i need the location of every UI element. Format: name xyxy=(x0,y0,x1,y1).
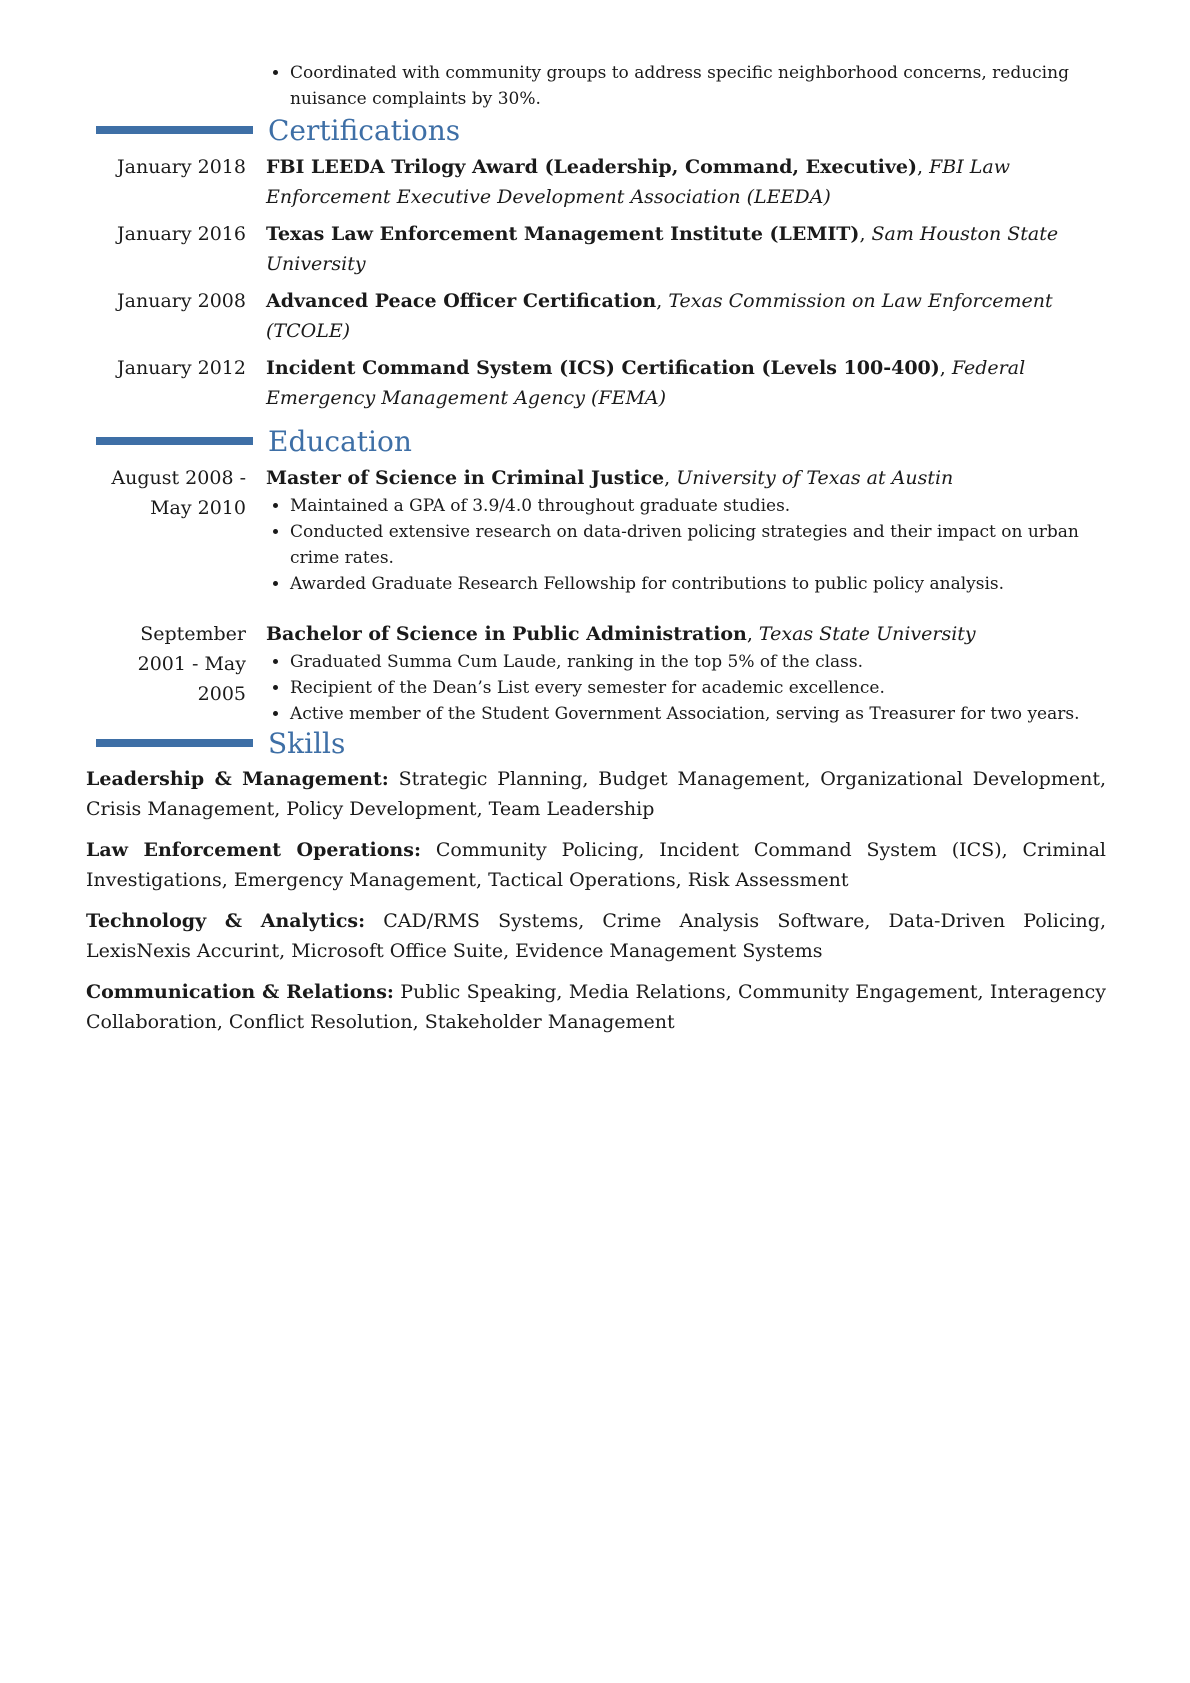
certifications-header xyxy=(96,110,460,150)
entry-date: January 2018 xyxy=(117,156,246,178)
certification-issuer: Federal Emergency Management Agency (FEMA) xyxy=(266,357,1026,409)
list-item: • Coordinated with community groups to address specific neighborhood concerns, reducing nuisance complaints by 30%. xyxy=(290,60,1120,112)
entry-body xyxy=(266,619,1106,727)
certification-entry xyxy=(96,286,1106,346)
entry-date: August 2008 - May 2010 xyxy=(111,467,246,519)
skill-category: Technology & Analytics: xyxy=(86,910,366,932)
entry-date: January 2016 xyxy=(117,223,246,245)
certification-name: Texas Law Enforcement Management Institute (LEMIT) xyxy=(266,223,860,245)
section-accent-bar xyxy=(96,739,253,747)
separator: , xyxy=(859,223,872,245)
education-header xyxy=(96,421,412,461)
separator: , xyxy=(939,357,952,379)
skill-group xyxy=(86,906,1106,966)
list-item: • Recipient of the Dean’s List every semester for academic excellence. xyxy=(290,675,1106,701)
certification-name: FBI LEEDA Trilogy Award (Leadership, Command, Executive) xyxy=(266,156,917,178)
certification-issuer: FBI Law Enforcement Executive Development Association (LEEDA) xyxy=(266,156,1010,208)
certification-entry xyxy=(96,152,1106,212)
list-item: • Awarded Graduate Research Fellowship for contributions to public policy analysis. xyxy=(290,571,1106,597)
skill-category: Communication & Relations: xyxy=(86,981,394,1003)
degree-name: Bachelor of Science in Public Administration xyxy=(266,623,747,645)
entry-date: September 2001 - May 2005 xyxy=(137,623,246,705)
list-item: • Maintained a GPA of 3.9/4.0 throughout graduate studies. xyxy=(290,493,1106,519)
section-title-skills: Skills xyxy=(268,726,346,760)
section-title-certifications: Certifications xyxy=(268,113,461,147)
entry-body xyxy=(266,463,1106,597)
previous-section-bullets xyxy=(268,60,1120,112)
education-entry xyxy=(96,619,1106,727)
certification-issuer: Sam Houston State University xyxy=(266,223,1059,275)
education-bullets xyxy=(266,493,1106,597)
entry-body xyxy=(266,219,1106,279)
separator: , xyxy=(916,156,930,178)
skill-group xyxy=(86,835,1106,895)
certification-entry xyxy=(96,219,1106,279)
skill-list: Community Policing, Incident Command System (ICS), Criminal Investigations, Emergency Management, Tactical Operations, Risk Assessment xyxy=(86,839,1106,891)
certification-entry xyxy=(96,353,1106,413)
list-item: • Active member of the Student Government Association, serving as Treasurer for two years. xyxy=(290,701,1106,727)
skill-list: Public Speaking, Media Relations, Community Engagement, Interagency Collaboration, Conflict Resolution, Stakeholder Management xyxy=(86,981,1106,1033)
skill-group xyxy=(86,977,1106,1037)
section-title-education: Education xyxy=(268,424,412,458)
entry-body xyxy=(266,152,1106,212)
entry-date: January 2012 xyxy=(117,357,246,379)
skill-category: Law Enforcement Operations: xyxy=(86,839,421,861)
school-name: Texas State University xyxy=(758,623,976,645)
degree-name: Master of Science in Criminal Justice xyxy=(266,467,665,489)
separator: , xyxy=(746,623,759,645)
certification-name: Incident Command System (ICS) Certification (Levels 100-400) xyxy=(266,357,940,379)
school-name: University of Texas at Austin xyxy=(676,467,954,489)
skills-header xyxy=(96,723,345,763)
entry-body xyxy=(266,353,1106,413)
education-bullets xyxy=(266,649,1106,727)
certification-name: Advanced Peace Officer Certification xyxy=(266,290,657,312)
skill-list: Strategic Planning, Budget Management, Organizational Development, Crisis Management, Policy Development, Team Leadership xyxy=(86,768,1106,820)
skill-list: CAD/RMS Systems, Crime Analysis Software, Data-Driven Policing, LexisNexis Accurint, Microsoft Office Suite, Evidence Management Systems xyxy=(86,910,1106,962)
separator: , xyxy=(656,290,669,312)
entry-body xyxy=(266,286,1106,346)
section-accent-bar xyxy=(96,437,253,445)
section-accent-bar xyxy=(96,126,253,134)
skill-category: Leadership & Management: xyxy=(86,768,389,790)
skill-group xyxy=(86,764,1106,824)
entry-date: January 2008 xyxy=(117,290,246,312)
certification-issuer: Texas Commission on Law Enforcement (TCOLE) xyxy=(266,290,1053,342)
education-entry xyxy=(96,463,1106,597)
list-item: • Graduated Summa Cum Laude, ranking in the top 5% of the class. xyxy=(290,649,1106,675)
separator: , xyxy=(664,467,677,489)
list-item: • Conducted extensive research on data-driven policing strategies and their impact on urban crime rates. xyxy=(290,519,1106,571)
